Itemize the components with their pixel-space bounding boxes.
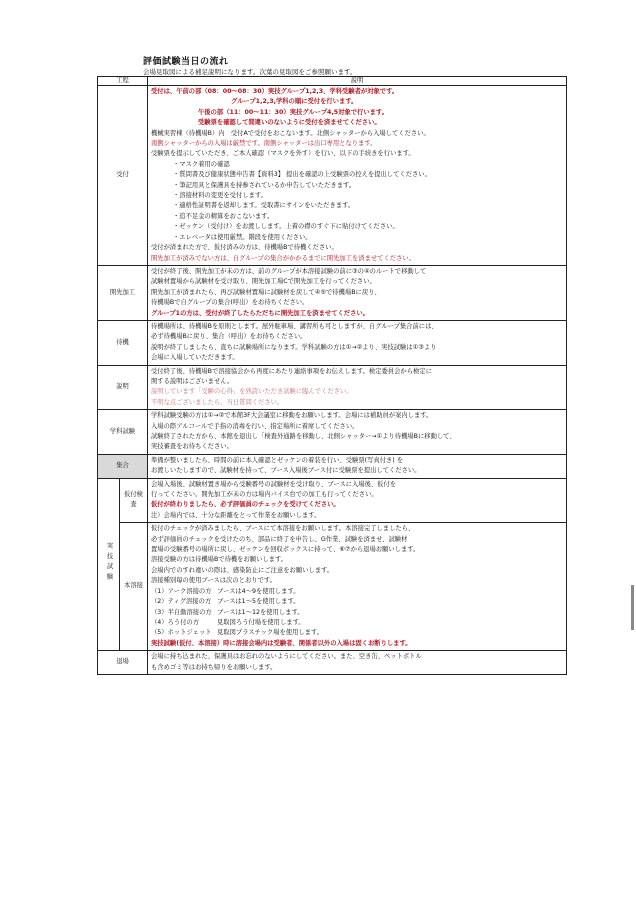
reception-line: 受験票を提示していただき、ご本人確認（マスクを外す）を行い、以下の手続きを行います。 xyxy=(151,150,415,158)
row-assembly xyxy=(98,454,567,478)
process-label-practical: 実技試験 xyxy=(98,478,120,651)
assembly-line: 準備が整いましたら、時間の前に本人確認とゼッケンの着装を行い、受験票(写真付き) を xyxy=(151,456,404,464)
waiting-line: 必ず待機場Bに戻り、集合（呼出）をお待ちください。 xyxy=(151,333,307,341)
reception-line: 受付が済まれた方で、仮付済みの方は、待機場Bで待機ください。 xyxy=(151,244,338,252)
waiting-line: 説明が終了しましたら、直ちに試験場所になります。学科試験の方は①→②より、実技試験は①③より xyxy=(151,343,437,351)
header-process: 工程 xyxy=(98,77,148,86)
reception-line: 南側シャッターからの入場は厳禁です。南側シャッターは出口専用となります。 xyxy=(151,140,377,148)
written-line: 試験終了された方から、本館を退出し「検査外通路を移動し、北側シャッター→①より待機場Bに移動して、 xyxy=(151,433,456,440)
tack-line: 会場入場後、試験材置き場から受験番号の試験材を受け取り、ブースに入場後、仮付を xyxy=(151,480,397,488)
reception-line: ・溶接材料の変更を受付します。 xyxy=(173,192,267,200)
table-header-row xyxy=(98,77,567,86)
assembly-line: お渡しいたしますので、試験材を持って、ブース入場後ブース付に受験票を提出してください。 xyxy=(151,467,421,475)
main-weld-line: 溶接種別毎の使用ブースは次のとおりです。 xyxy=(151,577,276,585)
row-waiting xyxy=(98,320,567,365)
main-weld-description xyxy=(148,523,567,651)
main-weld-closing: 実技試験(仮付、本溶接）時に溶接会場内は受験者、関係者以外の入場は固くお断りします。 xyxy=(151,639,412,647)
process-label-tack: 仮付検査 xyxy=(120,478,148,523)
main-weld-line: 必ず評価員のチェックを受けたのち、部品に終了を申告し、G作業、試験を済ませ、試験材 xyxy=(151,535,408,543)
reception-line: 受付は、午前の部（08：00〜08：30）実技グループ1,2,3、学科受験者が対象です。 xyxy=(151,88,399,95)
main-weld-line: 仮付のチェックが済みましたら、ブースにて本溶接をお願いします。本溶接完了しましたら、 xyxy=(151,525,415,533)
process-label-main-weld: 本溶接 xyxy=(120,523,148,651)
process-label-assembly: 集合 xyxy=(98,454,148,478)
explanation-description xyxy=(148,365,567,410)
process-label-waiting: 待機 xyxy=(98,320,148,365)
reception-line: ・追不足金の精算をおこないます。 xyxy=(173,212,274,220)
reception-line: 受験票を確認して間違いのないように受付を済ませてください。 xyxy=(198,119,381,127)
assembly-description xyxy=(148,454,567,478)
booth-item: （2）ティグ溶接の方 ブースは1〜5を使用します。 xyxy=(151,598,300,606)
main-weld-line: 置場の受験番号の場所に戻し、ゼッケンを回収ボックスに持って、⑥⑦から退場お願いします。 xyxy=(151,546,420,554)
process-label-explanation: 説明 xyxy=(98,365,148,410)
reception-line: グループ1,2,3,学科の順に受付を行います。 xyxy=(231,98,358,106)
waiting-line: 会場に入場していただきます。 xyxy=(151,354,239,362)
document-title: 評価試験当日の流れ xyxy=(143,57,229,67)
reception-line: ・適格性証明書を返却します。受取書にサインをいただきます。 xyxy=(173,202,355,210)
explanation-line: 受付終了後、待機場Bで溶接協会から再度にあたり連絡事項をお伝えします。検定委員会から検定に xyxy=(151,367,432,375)
reception-line: 開先加工が済みでない方は、自グループの集合がかかるまでに開先加工を済ませてください。 xyxy=(151,254,415,262)
exit-line: 会場に持ち込まれた、保護具はお忘れのないようにしてください。また、空き缶、ペットボトル xyxy=(151,653,422,661)
reception-description xyxy=(148,86,567,266)
row-practical-main xyxy=(98,523,567,651)
explanation-line: 説明しています「受験の心得」を熟読いただき試験に臨んでください。 xyxy=(151,388,353,396)
waiting-line: 待機場所は、待機場Bを原則とします。屋外駐車場、講習所も可としますが、自グループ集合前には、 xyxy=(151,322,438,330)
flow-table xyxy=(97,76,567,675)
reception-line: ・質問書及び健康状態申告書【資料3】 提出を確認の上受験票の控えを提出してください。 xyxy=(173,171,431,179)
tack-line: 注）会場内では、十分な距離をとって作業をお願いします。 xyxy=(151,511,321,519)
waiting-description xyxy=(148,320,567,365)
row-exit xyxy=(98,651,567,675)
written-line: 学科試験受験の方は①→②で本館3F大会議室に移動をお願いします。会場には補助員が案内します。 xyxy=(151,412,433,420)
reception-line: ・マスク着用の確認 xyxy=(173,160,230,168)
tack-description xyxy=(148,478,567,523)
process-label-exit: 退場 xyxy=(98,651,148,675)
written-description xyxy=(148,410,567,455)
booth-item: （5）ホットジェット 見取図プラスチック場を使用します。 xyxy=(151,629,324,637)
groove-line: 待機場Bで自グループの集合(呼出）をお待ちください。 xyxy=(151,299,309,307)
booth-item: （3）半自動溶接の方 ブースは1〜12を使用します。 xyxy=(151,608,304,616)
groove-line: グループ1の方は、受付が終了したらただちに開先加工を済ませてください。 xyxy=(151,309,369,317)
groove-line: 受付が終了後、開先加工が未の方は、前のグループが本溶接試験の前に③の④のルートで移動して xyxy=(151,267,427,275)
row-groove xyxy=(98,265,567,320)
reception-line: ・ゼッケン（受付け）をお渡しします。上着の襟のすぐ下に貼付けてください。 xyxy=(173,223,399,231)
groove-line: 開先加工が済まれたら、再び試験材置場に試験材を戻して④⑤で待機場Bに戻り、 xyxy=(151,288,381,296)
reception-line: ・筆記用具と保護具を持参されているか申告していただきます。 xyxy=(173,181,356,189)
process-label-reception: 受付 xyxy=(98,86,148,266)
process-label-written: 学科試験 xyxy=(98,410,148,455)
scan-edge-mark xyxy=(631,585,634,630)
document-subtitle: 会場見取図による補足説明になります。次葉の見取図をご参照願います。 xyxy=(143,68,357,76)
row-written xyxy=(98,410,567,455)
exit-line: も含めゴミ等はお持ち帰りをお願いします。 xyxy=(151,663,277,671)
row-practical-tack xyxy=(98,478,567,523)
written-line: 実技審査をお待ちください。 xyxy=(151,443,233,451)
header-description: 説明 xyxy=(148,77,567,86)
groove-description xyxy=(148,265,567,320)
tack-line: 仮付が終わりましたら、必ず評価員のチェックを受けてください。 xyxy=(151,501,340,509)
row-explanation xyxy=(98,365,567,410)
process-label-groove: 開先加工 xyxy=(98,265,148,320)
groove-line: 試験材置場から試験材を受け取り、開先加工場Cで開先加工を行ってください。 xyxy=(151,278,376,286)
reception-line: 機械実習棟（待機場B）内 受付Aで受付をおこないます。北側シャッターから入場してください。 xyxy=(151,129,430,137)
exit-description xyxy=(148,651,567,675)
main-weld-line: 会場内でのすれ違いの際は、感染防止にご注意をお願いします。 xyxy=(151,566,334,574)
tack-line: 行ってください。開先加工が未の方は場内バイス台での加工も行ってください。 xyxy=(151,491,378,499)
main-weld-line: 溶接受験の方は待機場Bで待機をお願いします。 xyxy=(151,556,288,564)
written-line: 入場の際アルコールで手指の消毒を行い、指定場所に着席してください。 xyxy=(151,422,359,430)
booth-item: （1）アーク溶接の方 ブースは4〜9を使用します。 xyxy=(151,587,300,595)
reception-line: ・エレベータは使用厳禁。階段を使用ください。 xyxy=(173,233,312,241)
booth-item: （4）ろう付の方 見取図ろう付場を使用します。 xyxy=(151,618,305,626)
row-reception xyxy=(98,86,567,266)
reception-line: 午後の部（11：00〜11：30）実技グループ4,5対象で行います。 xyxy=(198,108,389,116)
explanation-line: 不明な点ございましたら、当日質問ください。 xyxy=(151,398,284,406)
explanation-line: 関する説明はございません。 xyxy=(151,377,234,385)
